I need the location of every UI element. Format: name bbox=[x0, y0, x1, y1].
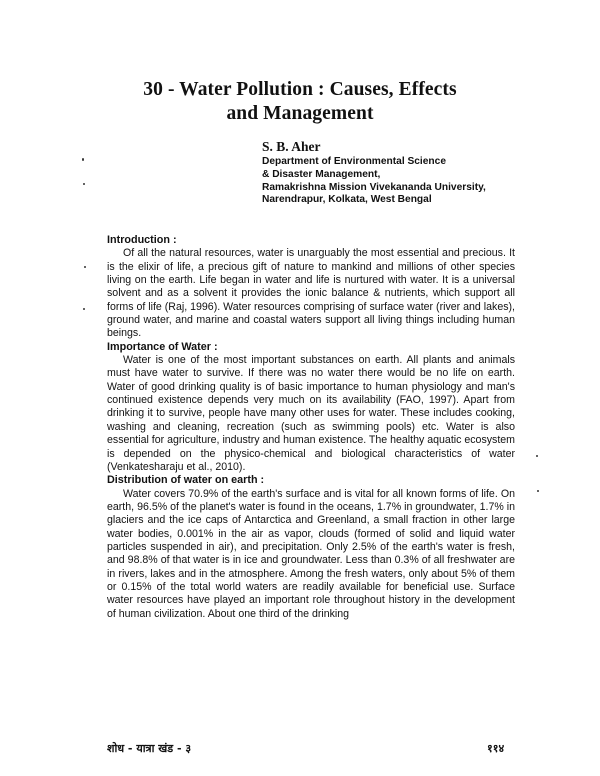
scan-speck bbox=[536, 455, 538, 457]
scan-speck bbox=[82, 158, 84, 161]
affiliation-line: & Disaster Management, bbox=[262, 168, 381, 180]
footer-page-number: ११४ bbox=[487, 742, 505, 755]
affiliation-line: Department of Environmental Science bbox=[262, 156, 446, 167]
footer-journal-name: शोध - यात्रा खंड - ३ bbox=[107, 742, 192, 755]
section-heading-distribution: Distribution of water on earth : bbox=[107, 474, 265, 487]
title-line-2: and Management bbox=[226, 103, 374, 124]
affiliation-line: Ramakrishna Mission Vivekananda University, bbox=[262, 181, 486, 193]
section-paragraph-introduction: Of all the natural resources, water is unarguably the most essential and precious. It is the elixir of life, a precious gift of nature to mankind and millions of other species living on the earth. Life began in water and life is nurtured with water. It is a universal solvent and as a solvent it provides the ionic balance & nutrients, which support all forms of life (Raj, 1996). Water resources comprising of surface water (river and lakes), ground water, and marine and coastal waters support all living things including human beings. bbox=[107, 247, 515, 340]
paper-title bbox=[90, 78, 510, 126]
scan-speck bbox=[84, 266, 86, 268]
title-line-1: 30 - Water Pollution : Causes, Effects bbox=[143, 79, 457, 100]
section-heading-introduction: Introduction : bbox=[107, 234, 177, 246]
scan-speck bbox=[537, 490, 539, 492]
author-name: S. B. Aher bbox=[262, 139, 321, 154]
scan-speck bbox=[83, 308, 85, 310]
affiliation-line: Narendrapur, Kolkata, West Bengal bbox=[262, 194, 432, 206]
section-paragraph-distribution: Water covers 70.9% of the earth's surface and is vital for all known forms of life. On earth, 96.5% of the planet's water is found in the oceans, 1.7% in groundwater, 1.7% in glaciers and the ice caps of Antarctica and Greenland, a small fraction in other large water bodies, 0.001% in the air as vapor, clouds (formed of solid and liquid water particles suspended in air), and precipitation. Only 2.5% of the earth's water is fresh, and 98.8% of that water is in ice and groundwater. Less than 0.3% of all freshwater are in rivers, lakes and in the atmosphere. Among the fresh waters, only about 5% of them or 0.15% of the total world waters are readily available for beneficial use. Surface water resources have played an important role throughout history in the development of human civilization. About one third of the drinking bbox=[107, 487, 515, 620]
scan-speck bbox=[83, 183, 85, 185]
section-heading-importance: Importance of Water : bbox=[107, 340, 218, 353]
author-block bbox=[262, 139, 582, 207]
article-body bbox=[107, 234, 515, 621]
section-paragraph-importance: Water is one of the most important substances on earth. All plants and animals must have water to survive. If there was no water there would be no life on earth. Water of good drinking quality is of basic importance to human physiology and man's continued existence depends very much on its availability (FAO, 1997). Apart from drinking it to survive, people have many other uses for water. These includes cooking, washing and cleaning, recreation (such as swimming pools) etc. Water is also essential for agriculture, industry and human existence. The healthy aquatic ecosystem is depended on the physico-chemical and biological characteristics of water (Venkatesharaju et al., 2010). bbox=[107, 354, 515, 473]
